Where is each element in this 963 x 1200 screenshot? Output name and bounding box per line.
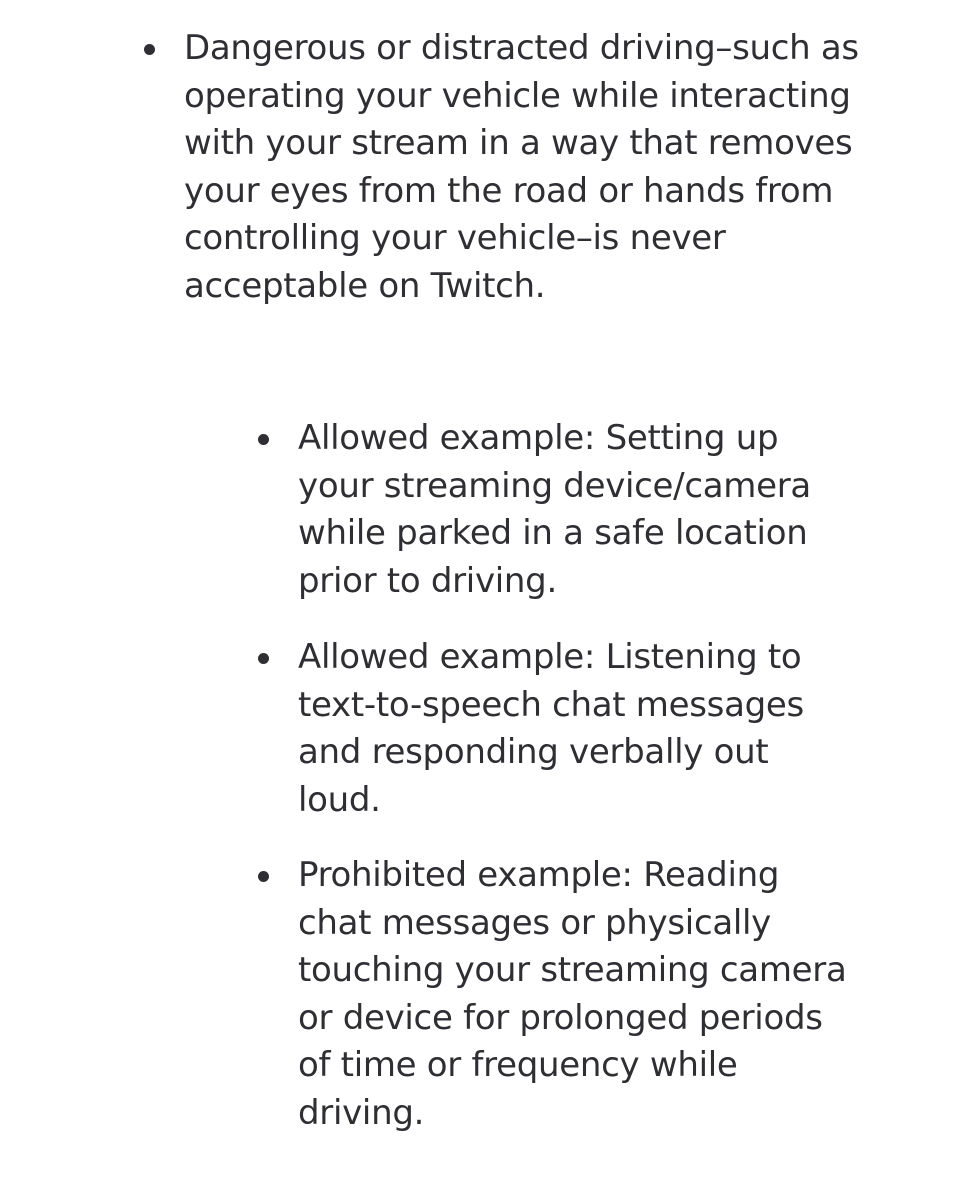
bullet-icon [258,653,269,664]
list-item-prohibited-example [298,852,858,1137]
list-item-allowed-example-setup [298,415,858,605]
list-item-allowed-example-tts [298,634,858,824]
list-item-dangerous-driving [184,25,864,310]
bullet-icon [258,871,269,882]
list-item-text: Allowed example: Setting up your streaming device/camera while parked in a safe location prior to driving. [298,418,811,601]
bullet-icon [144,44,155,55]
list-item-text: Allowed example: Listening to text-to-speech chat messages and responding verbally out loud. [298,637,804,820]
list-item-text: Dangerous or distracted driving–such as operating your vehicle while interacting with your stream in a way that removes your eyes from the road or hands from controlling your vehicle–is never acceptable on Twitch. [184,28,859,306]
bullet-icon [258,434,269,445]
list-item-text: Prohibited example: Reading chat messages or physically touching your streaming camera or device for prolonged periods of time or frequency while driving. [298,855,847,1133]
